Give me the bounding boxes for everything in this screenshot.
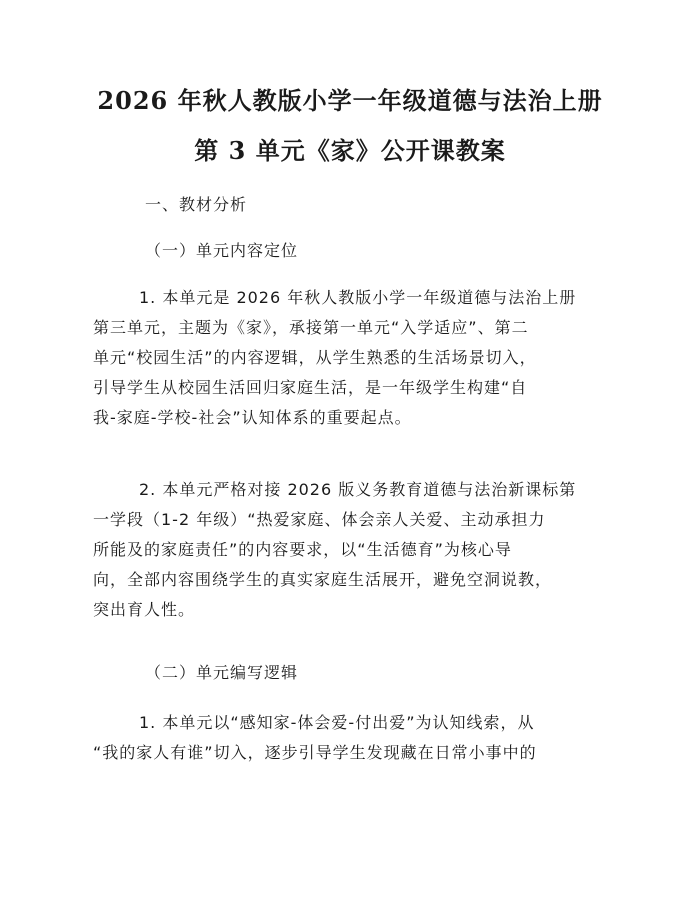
document-title-line-2: 第 3 单元《家》公开课教案 — [194, 136, 506, 165]
paragraph-line: 所能及的家庭责任”的内容要求，以“生活德育”为核心导 — [93, 540, 512, 559]
subsection-heading-unit-positioning: （一）单元内容定位 — [145, 241, 299, 260]
document-title-line-1: 2026 年秋人教版小学一年级道德与法治上册 — [97, 86, 603, 115]
paragraph-line: 引导学生从校园生活回归家庭生活，是一年级学生构建“自 — [93, 378, 528, 397]
paragraph-unit-positioning-1 — [93, 283, 607, 433]
paragraph-line: 2. 本单元严格对接 2026 版义务教育道德与法治新课标第 — [139, 480, 577, 499]
section-heading-textbook-analysis: 一、教材分析 — [145, 195, 248, 214]
paragraph-line: 突出育人性。 — [93, 600, 196, 619]
paragraph-line: 向，全部内容围绕学生的真实家庭生活展开，避免空洞说教， — [93, 570, 553, 589]
paragraph-line: 1. 本单元以“感知家-体会爱-付出爱”为认知线索，从 — [139, 713, 535, 732]
paragraph-line: 单元“校园生活”的内容逻辑，从学生熟悉的生活场景切入， — [93, 348, 537, 367]
paragraph-line: 我-家庭-学校-社会”认知体系的重要起点。 — [93, 408, 412, 427]
paragraph-writing-logic-1 — [93, 708, 607, 768]
subsection-heading-writing-logic: （二）单元编写逻辑 — [145, 663, 299, 682]
paragraph-line: “我的家人有谁”切入，逐步引导学生发现藏在日常小事中的 — [93, 743, 537, 762]
paragraph-line: 第三单元，主题为《家》，承接第一单元“入学适应”、第二 — [93, 318, 529, 337]
paragraph-line: 1. 本单元是 2026 年秋人教版小学一年级道德与法治上册 — [139, 288, 577, 307]
paragraph-unit-positioning-2 — [93, 475, 607, 625]
paragraph-line: 一学段（1-2 年级）“热爱家庭、体会亲人关爱、主动承担力 — [93, 510, 546, 529]
